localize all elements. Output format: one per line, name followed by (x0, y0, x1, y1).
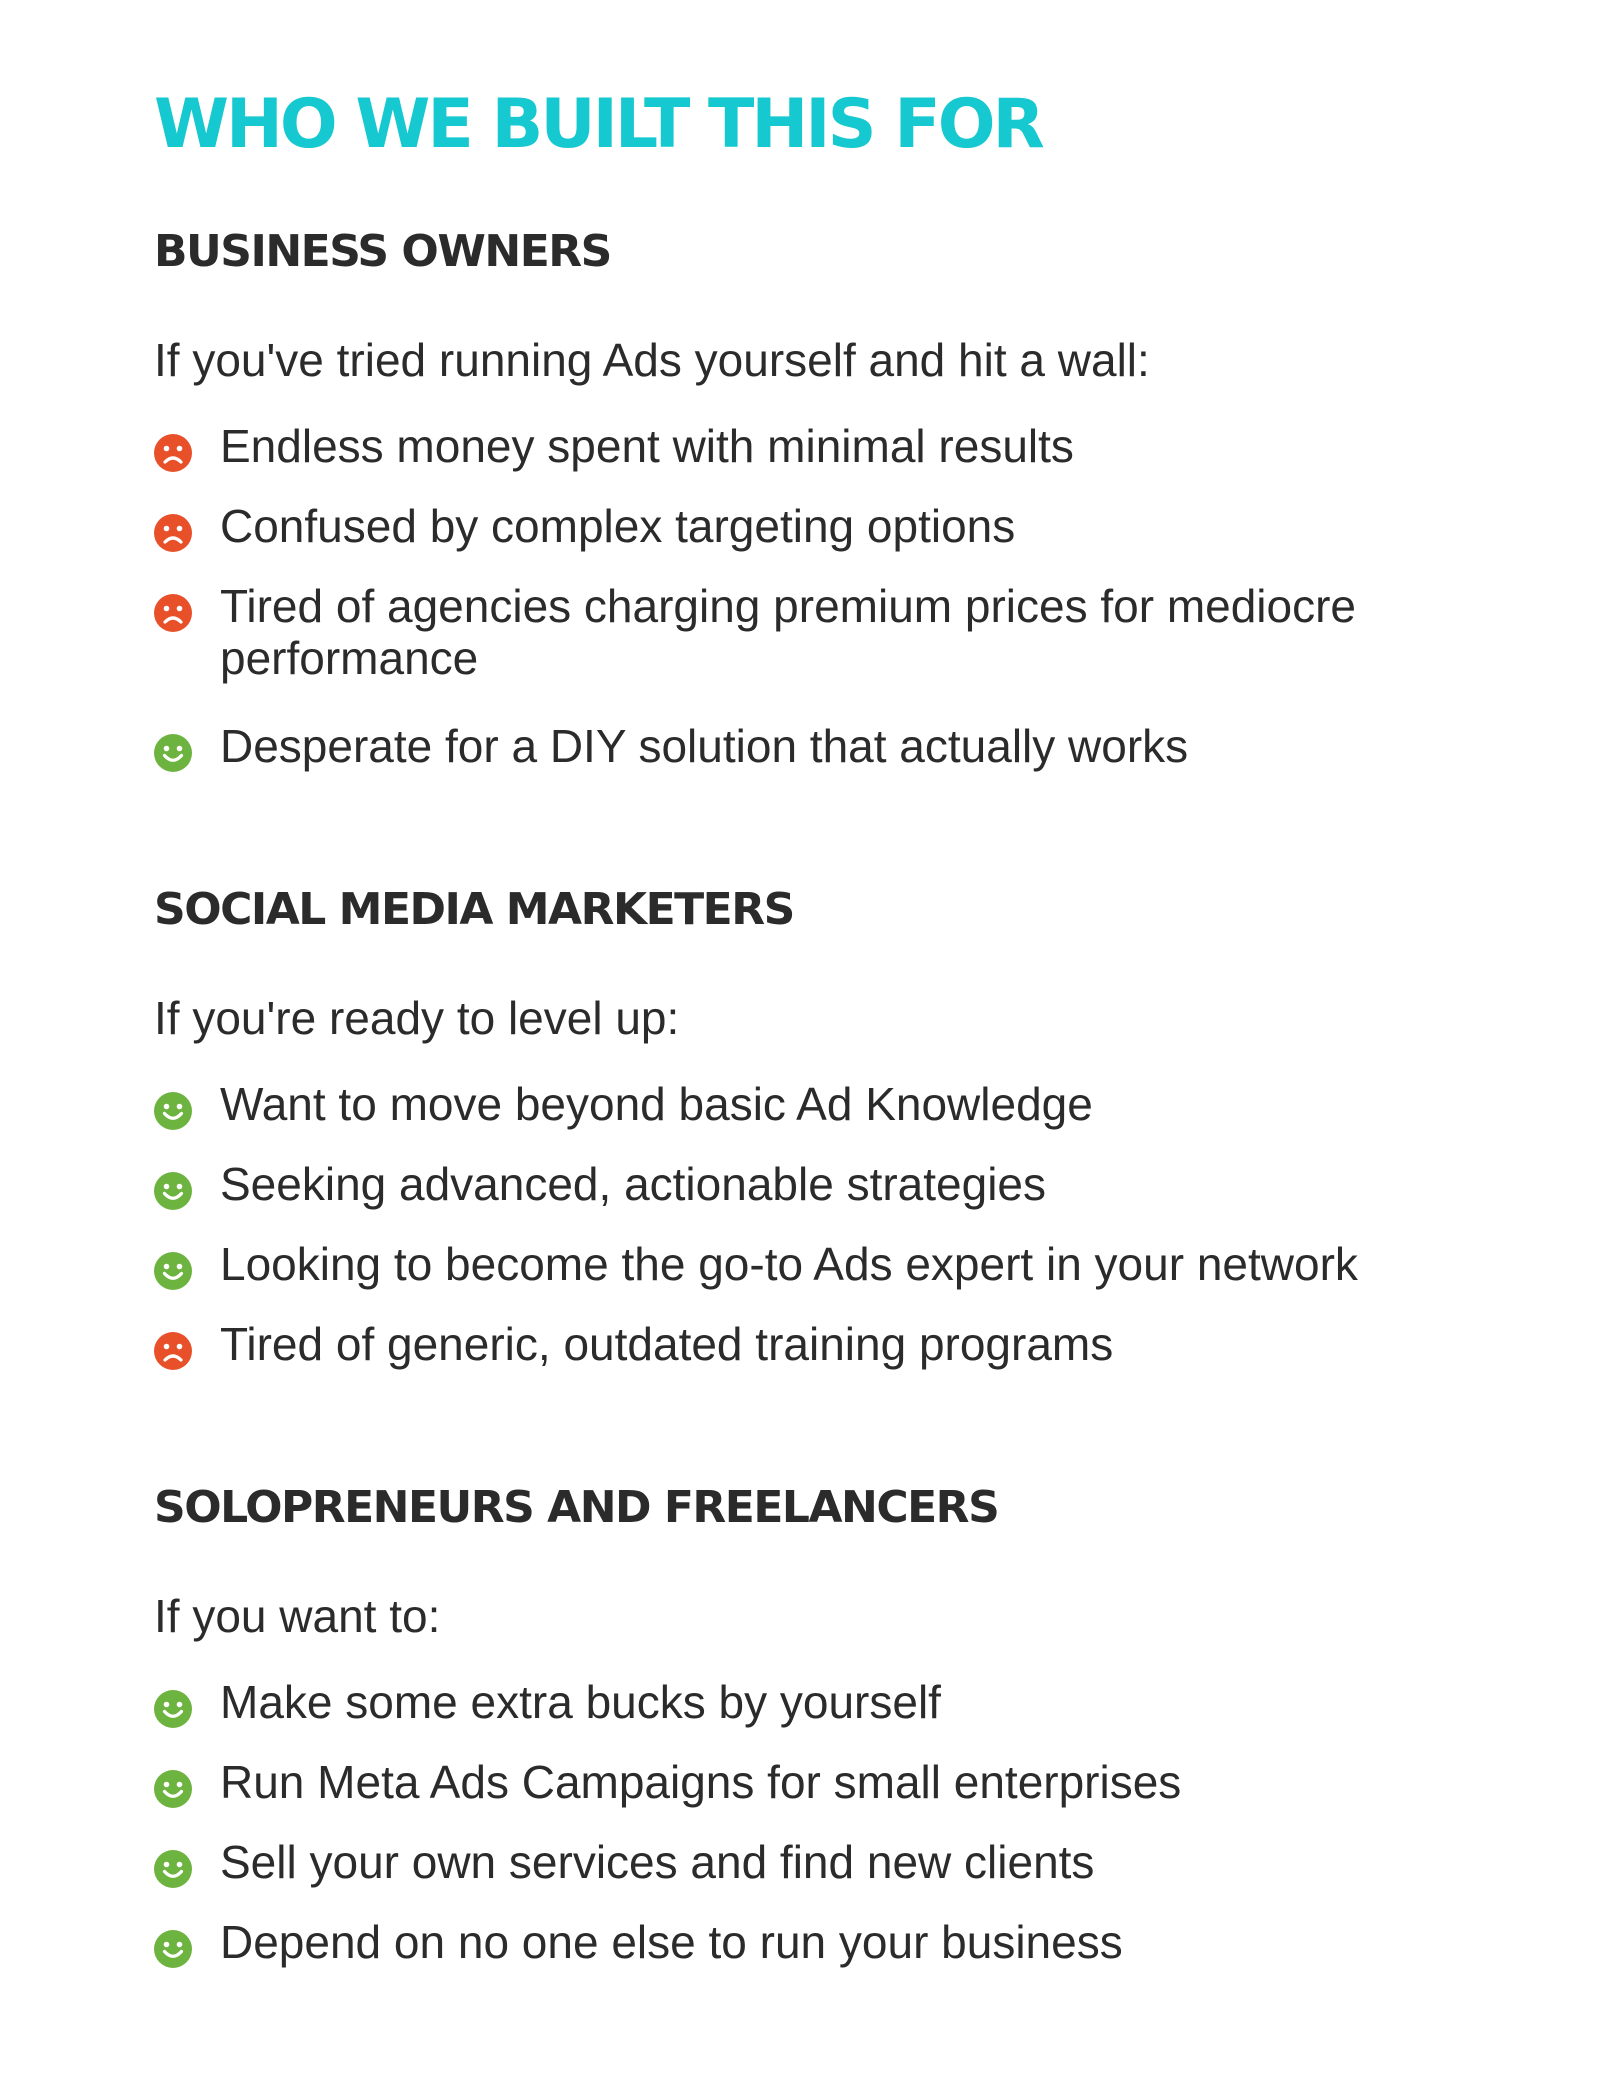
list-item-text: Looking to become the go-to Ads expert in your network (220, 1238, 1358, 1290)
section-intro: If you've tried running Ads yourself and hit a wall: (154, 334, 1150, 386)
happy-face-icon (154, 1766, 192, 1804)
section-heading: BUSINESS OWNERS (154, 226, 611, 277)
happy-face-icon (154, 1168, 192, 1206)
list-item (154, 1078, 1554, 1130)
list-item-text: Tired of agencies charging premium prices for mediocre performance (220, 580, 1357, 684)
list-item (154, 1158, 1554, 1210)
list-item-text: Seeking advanced, actionable strategies (220, 1158, 1047, 1210)
list-item-text: Run Meta Ads Campaigns for small enterprises (220, 1756, 1182, 1808)
list-item (154, 500, 1554, 552)
happy-face-icon (154, 730, 192, 768)
list-item (154, 1836, 1554, 1888)
sad-face-icon (154, 510, 192, 548)
happy-face-icon (154, 1248, 192, 1286)
section-heading: SOLOPRENEURS AND FREELANCERS (154, 1482, 999, 1533)
list-item-text: Desperate for a DIY solution that actually works (220, 720, 1189, 772)
bullet-list (154, 1078, 1554, 1370)
sad-face-icon (154, 430, 192, 468)
list-item-text: Want to move beyond basic Ad Knowledge (220, 1078, 1093, 1130)
happy-face-icon (154, 1846, 192, 1884)
sad-face-icon (154, 1328, 192, 1366)
section-social-media-marketers (154, 880, 1554, 1370)
section-heading: SOCIAL MEDIA MARKETERS (154, 884, 794, 935)
list-item-text: Depend on no one else to run your business (220, 1916, 1123, 1968)
happy-face-icon (154, 1088, 192, 1126)
list-item-text: Make some extra bucks by yourself (220, 1676, 941, 1728)
section-intro: If you want to: (154, 1590, 441, 1642)
list-item (154, 1318, 1554, 1370)
list-item (154, 1756, 1554, 1808)
bullet-list (154, 1676, 1554, 1968)
happy-face-icon (154, 1926, 192, 1964)
list-item (154, 1676, 1554, 1728)
list-item (154, 1916, 1554, 1968)
list-item-text: Endless money spent with minimal results (220, 420, 1074, 472)
section-business-owners (154, 222, 1554, 772)
section-intro: If you're ready to level up: (154, 992, 680, 1044)
page-title: WHO WE BUILT THIS FOR (154, 85, 1042, 164)
list-item (154, 420, 1554, 472)
list-item (154, 720, 1554, 772)
happy-face-icon (154, 1686, 192, 1724)
sad-face-icon (154, 590, 192, 628)
list-item-text: Tired of generic, outdated training programs (220, 1318, 1114, 1370)
list-item-text: Confused by complex targeting options (220, 500, 1016, 552)
bullet-list (154, 420, 1554, 772)
list-item (154, 580, 1414, 684)
list-item-text: Sell your own services and find new clients (220, 1836, 1095, 1888)
section-solopreneurs-freelancers (154, 1478, 1554, 1968)
list-item (154, 1238, 1554, 1290)
